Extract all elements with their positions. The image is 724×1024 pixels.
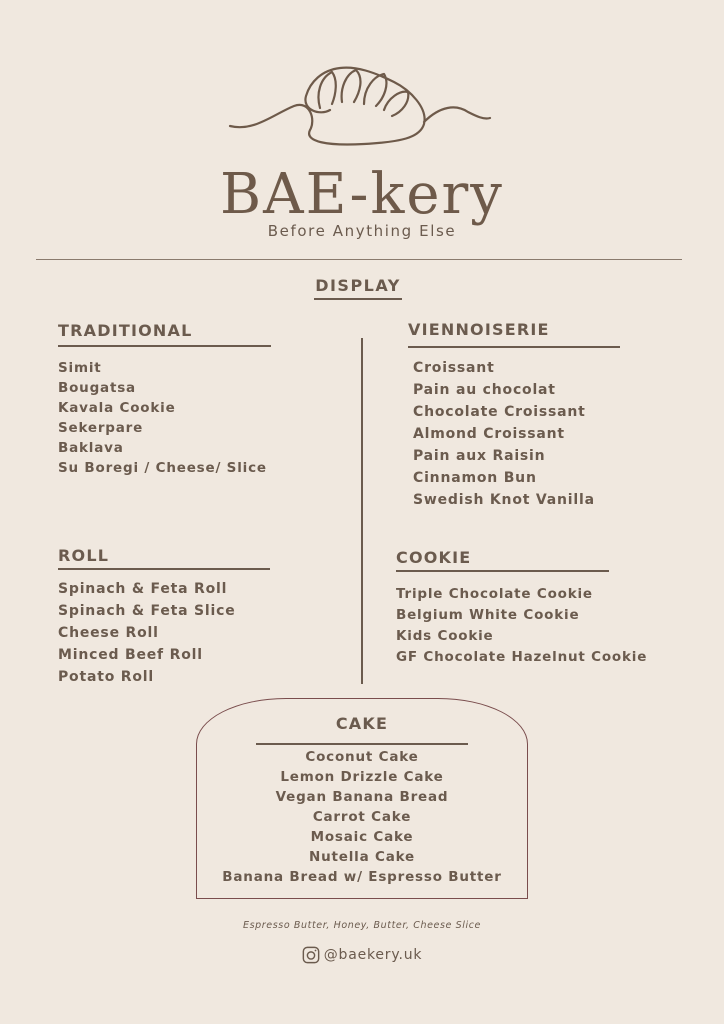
cookie-underline [396, 570, 609, 572]
cake-underline [256, 743, 468, 745]
list-item: Kavala Cookie [58, 400, 176, 416]
list-item: Pain aux Raisin [413, 448, 546, 464]
social-link[interactable] [0, 946, 724, 964]
display-heading: DISPLAY [315, 276, 401, 295]
brand-name: BAE-kery [220, 162, 504, 227]
list-item: Chocolate Croissant [413, 404, 586, 420]
list-item: Minced Beef Roll [58, 647, 203, 663]
list-item: Belgium White Cookie [396, 607, 580, 623]
extras-note: Espresso Butter, Honey, Butter, Cheese Slice [243, 920, 481, 931]
cookie-list [396, 584, 647, 668]
bread-loaf-line-art-icon [224, 58, 494, 158]
list-item: Simit [58, 360, 102, 376]
display-underline [314, 298, 402, 300]
list-item: Bougatsa [58, 380, 136, 396]
list-item: GF Chocolate Hazelnut Cookie [396, 649, 648, 665]
list-item: Carrot Cake [312, 809, 412, 825]
cookie-heading: COOKIE [396, 548, 472, 567]
traditional-underline [58, 345, 271, 347]
list-item: Vegan Banana Bread [275, 789, 449, 805]
list-item: Lemon Drizzle Cake [280, 769, 444, 785]
list-item: Pain au chocolat [413, 382, 556, 398]
viennoiserie-heading: VIENNOISERIE [408, 320, 550, 339]
list-item: Swedish Knot Vanilla [413, 492, 595, 508]
list-item: Mosaic Cake [310, 829, 414, 845]
roll-underline [58, 568, 270, 570]
list-item: Baklava [58, 440, 124, 456]
list-item: Coconut Cake [305, 749, 419, 765]
list-item: Triple Chocolate Cookie [396, 586, 593, 602]
instagram-icon [302, 946, 320, 964]
list-item: Cheese Roll [58, 625, 159, 641]
viennoiserie-list [413, 357, 595, 511]
roll-heading: ROLL [58, 546, 110, 565]
list-item: Su Boregi / Cheese/ Slice [58, 460, 267, 476]
list-item: Spinach & Feta Slice [58, 603, 236, 619]
list-item: Banana Bread w/ Espresso Butter [222, 869, 502, 885]
list-item: Nutella Cake [309, 849, 415, 865]
social-handle[interactable]: @baekery.uk [323, 947, 423, 963]
traditional-list [58, 358, 267, 478]
viennoiserie-underline [408, 346, 620, 348]
list-item: Almond Croissant [413, 426, 565, 442]
header-divider [36, 259, 682, 260]
column-divider [361, 338, 363, 684]
brand-tagline: Before Anything Else [267, 222, 457, 240]
list-item: Cinnamon Bun [413, 470, 537, 486]
roll-list [58, 578, 236, 688]
list-item: Spinach & Feta Roll [58, 581, 228, 597]
cake-list [196, 747, 528, 887]
cake-heading: CAKE [335, 714, 389, 733]
list-item: Croissant [413, 360, 495, 376]
list-item: Sekerpare [58, 420, 144, 436]
list-item: Kids Cookie [396, 628, 494, 644]
traditional-heading: TRADITIONAL [58, 321, 193, 340]
list-item: Potato Roll [58, 669, 154, 685]
